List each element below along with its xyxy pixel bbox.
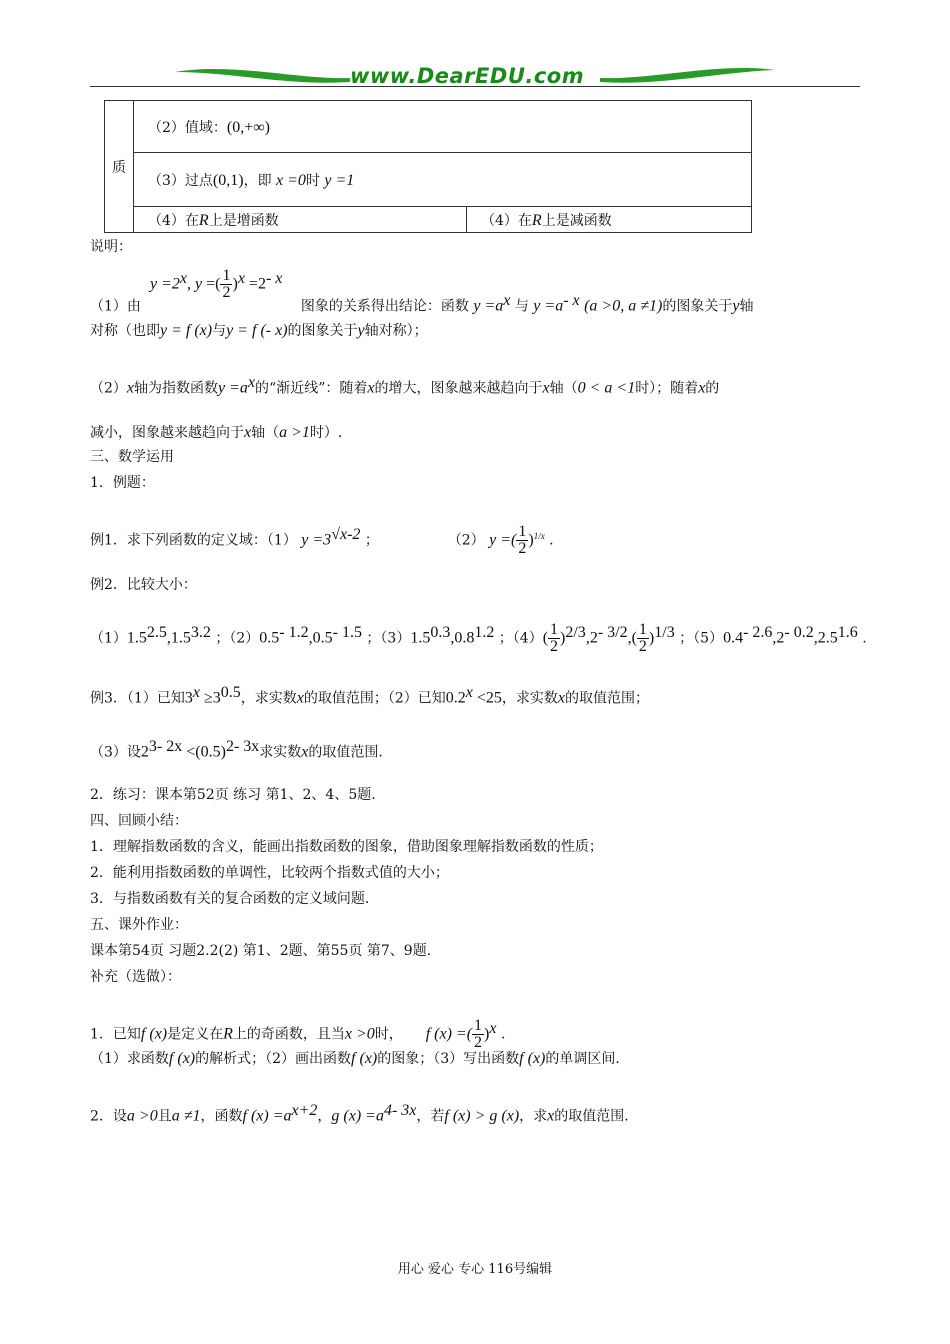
example2-line: $(1)1.5^{2.5},1.5^{3.2}$ ；$(2)0.5^{- 1.2},0.5^{- 1.5}$ ；$(3)1.5^{0.3},0.8^{1.2}$ ；（4）( $\frac{1}{2}$ )$^{2/3},2^{- 3/2}$,( $\frac{1}{2}$ )$^{1/3}$ ；$(5)0.4^{- 2.6},2^{- 0.2},2.5^{1.6}$ .	[90, 621, 867, 655]
note1-line: （1）由 图象的关系得出结论：函数 $y =a^x$ 与 $y =a^{- x}$ (a >0, a ≠1)的图象关于y轴	[90, 292, 754, 315]
section4-heading: 四、回顾小结：	[90, 813, 188, 829]
summary-item-2: 2．能利用指数函数的单调性，比较两个指数式值的大小；	[90, 865, 449, 881]
example3b-line: （3）设$2^{3- 2x} <(0.5)^{2- 3x}$求实数x的取值范围.	[90, 738, 383, 761]
example3-line: 例3．（1）已知$3^x \ge 3^{0.5}$，求实数x的取值范围；（2）已知$0.2^x <25$，求实数x的取值范围；	[90, 684, 649, 707]
decreasing-cell: （4）在R上是减函数	[467, 207, 752, 233]
question1b-line: （1）求函数f (x)的解析式；（2）画出函数f (x)的图象；（3）写出函数f (x)的单调区间.	[90, 1050, 620, 1067]
note1-formula: $y =2^x$, y =( $\frac{1}{2}$ )$^x =2^{- x}$	[150, 267, 283, 301]
example1-line: 例1．求下列函数的定义域：（1） $y =3^{√x-2}$ ； （2） y =( $\frac{1}{2}$ )$^{1/x}$ .	[90, 523, 554, 557]
summary-item-1: 1．理解指数函数的含义，能画出指数函数的图象，借助图象理解指数函数的性质；	[90, 839, 603, 855]
note1b-line: 对称（也即y = f (x)与y = f (- x)的图象关于y轴对称）；	[90, 322, 428, 339]
optional-heading: 补充（选做）：	[90, 969, 181, 985]
section3-1-heading: 1．例题：	[90, 475, 155, 491]
homework-line: 课本第54页 习题2.2(2) 第1、2题、第55页 第7、9题.	[90, 943, 432, 959]
question1-line: 1．已知f (x)是定义在R上的奇函数，且当x >0时， f (x) =( $\frac{1}{2}$ )$^x$ .	[90, 1017, 506, 1051]
site-logo-text: www.DearEDU.com	[350, 64, 585, 88]
range-row: （2）值域：(0,+∞)	[134, 101, 752, 153]
properties-table	[104, 100, 752, 233]
practice-line: 2．练习：课本第52页 练习 第1、2、4、5题.	[90, 787, 376, 803]
note2-line: （2）x轴为指数函数$y =a^x$的“渐近线”：随着x的增大，图象越来越趋向于x轴（0 < a <1时）；随着x的	[90, 374, 720, 397]
header-rule	[90, 86, 860, 87]
increasing-cell: （4）在R上是增函数	[134, 207, 467, 233]
question2-line: 2．设a >0且a ≠1，函数f $(x) =a^{x+2}$，g $(x) =a^{4- 3x}$，若f (x) > g (x)，求x的取值范围.	[90, 1102, 629, 1125]
example2-heading: 例2．比较大小：	[90, 577, 197, 593]
point-row: （3）过点(0,1)，即 x =0时 y =1	[134, 153, 752, 207]
section5-heading: 五、课外作业：	[90, 917, 188, 933]
section3-heading: 三、数学运用	[90, 449, 174, 465]
table-side-label: 质	[105, 101, 134, 233]
note2b-line: 减小，图象越来越趋向于x轴（a >1时）.	[90, 424, 343, 441]
page-footer: 用心 爱心 专心 116号编辑	[397, 1262, 553, 1277]
summary-item-3: 3．与指数函数有关的复合函数的定义域问题.	[90, 891, 370, 907]
notes-heading: 说明：	[90, 239, 132, 255]
